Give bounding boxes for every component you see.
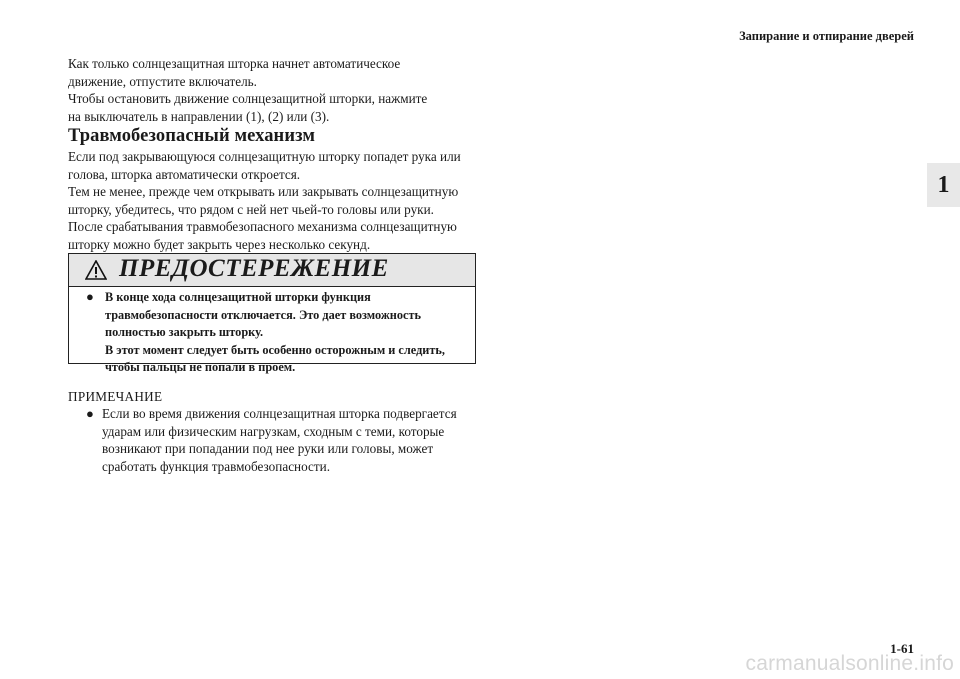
intro-line: на выключатель в направлении (1), (2) или (3). [68,108,330,124]
section-line: Если под закрывающуюся солнцезащитную шторку попадет рука или [68,149,461,164]
warning-line: чтобы пальцы не попали в проем. [105,360,296,374]
note-line: ударам или физическим нагрузкам, сходным с теми, которые [102,423,445,439]
section-line: шторку, убедитесь, что рядом с ней нет чьей-то головы или руки. [68,201,434,217]
intro-line: движение, отпустите включатель. [68,73,257,89]
note-line: Если во время движения солнцезащитная шторка подвергается [102,406,457,421]
section-line: Тем не менее, прежде чем открывать или закрывать солнцезащитную [68,184,459,199]
warning-line: полностью закрыть шторку. [105,325,264,339]
note-label: ПРИМЕЧАНИЕ [68,389,163,404]
section-line: шторку можно будет закрыть через несколько секунд. [68,236,371,252]
section-paragraph [68,148,461,253]
intro-line: Чтобы остановить движение солнцезащитной шторки, нажмите [68,91,428,106]
note-body [86,405,457,475]
note-line: сработать функция травмобезопасности. [102,458,330,474]
bullet-icon: ● [86,289,94,304]
section-heading: Травмобезопасный механизм [68,126,316,146]
warning-box [68,253,476,374]
section-line: голова, шторка автоматически откроется. [68,166,301,182]
note-line: возникают при попадании под нее руки или головы, может [102,441,434,456]
warning-triangle-icon [85,260,107,280]
section-line: После срабатывания травмобезопасного механизма солнцезащитную [68,219,457,234]
bullet-icon: ● [86,406,94,421]
intro-line: Как только солнцезащитная шторка начнет автоматическое [68,56,401,71]
page-number: 1-61 [890,641,914,656]
warning-line: В конце хода солнцезащитной шторки функция [105,290,371,304]
chapter-tab: 1 [927,163,960,207]
page-header-title: Запирание и отпирание дверей [739,29,914,43]
warning-line: В этот момент следует быть особенно осторожным и следить, [105,342,446,357]
warning-title: ПРЕДОСТЕРЕЖЕНИЕ [119,255,389,282]
warning-line: травмобезопасности отключается. Это дает возможность [105,307,422,322]
watermark: carmanualsonline.info [745,652,954,675]
intro-paragraph [68,55,427,125]
warning-header [69,254,475,287]
